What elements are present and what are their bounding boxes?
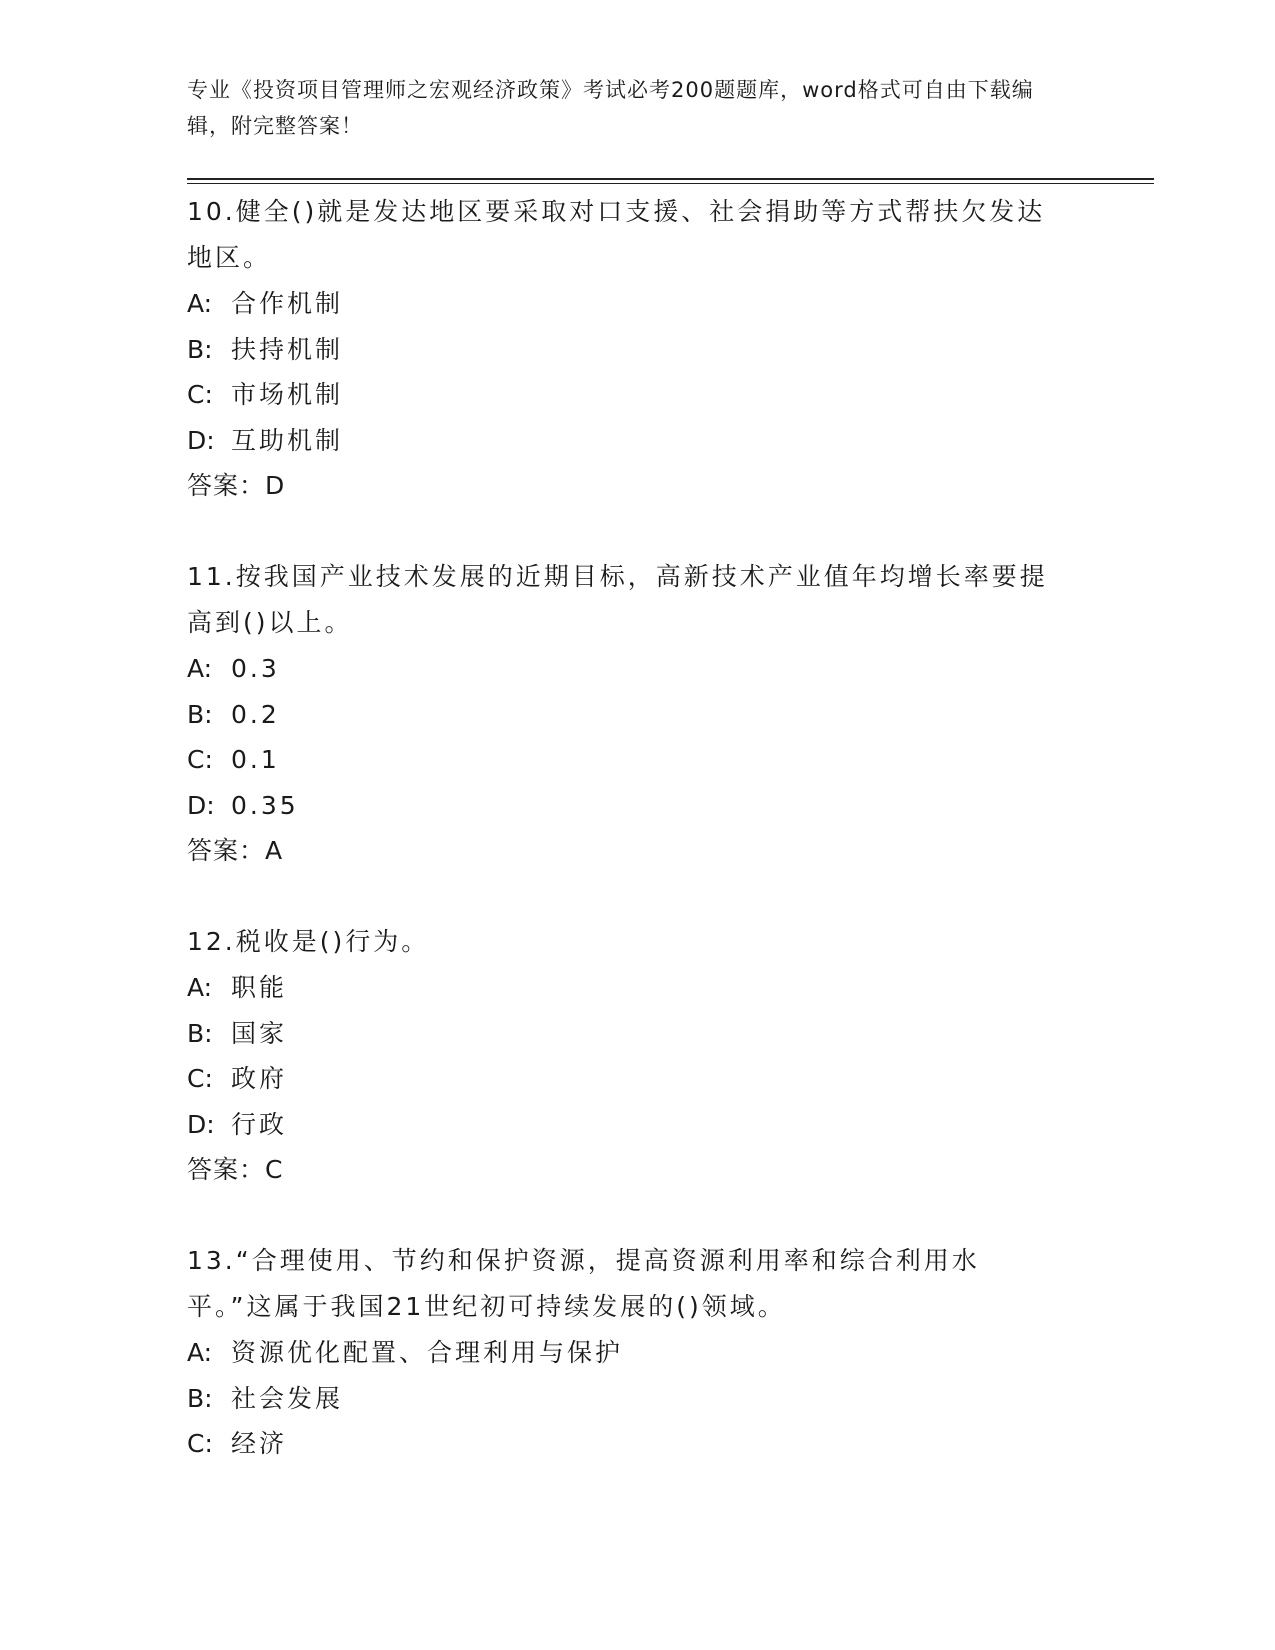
- option-text: 职能: [231, 973, 288, 1002]
- option-letter: B:: [187, 1018, 213, 1048]
- option-b: [187, 1376, 1067, 1422]
- question-list: [187, 189, 1067, 1512]
- question-10: [187, 189, 1067, 509]
- document-header: 专业《投资项目管理师之宏观经济政策》考试必考200题题库，word格式可自由下载编辑，附完整答案！: [187, 78, 1034, 138]
- option-c: [187, 1421, 1067, 1467]
- option-a: [187, 281, 1067, 327]
- option-text: 0.35: [231, 790, 299, 820]
- option-letter: A:: [187, 1338, 213, 1367]
- option-letter: C:: [187, 745, 213, 774]
- option-text: 经济: [231, 1429, 288, 1458]
- option-text: 0.3: [231, 654, 280, 683]
- option-a: [187, 646, 1067, 692]
- option-letter: B:: [187, 699, 213, 729]
- header-divider: [187, 178, 1154, 180]
- option-d: [187, 783, 1067, 829]
- option-letter: B:: [187, 1383, 213, 1413]
- question-12: [187, 919, 1067, 1193]
- option-text: 国家: [231, 1018, 288, 1048]
- header-divider-thin: [187, 183, 1154, 184]
- option-letter: B:: [187, 334, 213, 364]
- option-letter: C:: [187, 1064, 213, 1093]
- option-b: [187, 692, 1067, 738]
- option-c: [187, 1056, 1067, 1102]
- option-letter: C:: [187, 1429, 213, 1458]
- question-13: [187, 1238, 1067, 1467]
- option-text: 社会发展: [231, 1383, 344, 1413]
- answer-line: 答案：A: [187, 836, 284, 865]
- question-stem: 12.税收是()行为。: [187, 927, 430, 956]
- option-text: 扶持机制: [231, 334, 344, 364]
- option-letter: A:: [187, 289, 213, 318]
- option-letter: A:: [187, 654, 213, 683]
- option-a: [187, 965, 1067, 1011]
- option-text: 互助机制: [231, 425, 344, 455]
- option-text: 资源优化配置、合理利用与保护: [231, 1338, 624, 1367]
- option-letter: A:: [187, 973, 213, 1002]
- option-a: [187, 1330, 1067, 1376]
- option-text: 行政: [231, 1109, 288, 1139]
- option-text: 0.2: [231, 699, 280, 729]
- question-stem: 10.健全()就是发达地区要采取对口支援、社会捐助等方式帮扶欠发达地区。: [187, 197, 1046, 272]
- option-c: [187, 737, 1067, 783]
- option-text: 市场机制: [231, 380, 344, 409]
- question-stem: 11.按我国产业技术发展的近期目标，高新技术产业值年均增长率要提高到()以上。: [187, 562, 1048, 637]
- question-stem: 13.“合理使用、节约和保护资源，提高资源利用率和综合利用水平。”这属于我国21世纪初可持续发展的()领域。: [187, 1246, 980, 1321]
- option-d: [187, 1102, 1067, 1148]
- option-d: [187, 418, 1067, 464]
- option-text: 合作机制: [231, 289, 344, 318]
- option-b: [187, 327, 1067, 373]
- option-c: [187, 372, 1067, 418]
- option-letter: C:: [187, 380, 213, 409]
- option-letter: D:: [187, 790, 215, 820]
- answer-line: 答案：C: [187, 1155, 284, 1184]
- answer-line: 答案：D: [187, 471, 286, 500]
- option-text: 政府: [231, 1064, 288, 1093]
- option-letter: D:: [187, 1109, 215, 1139]
- option-b: [187, 1011, 1067, 1057]
- option-text: 0.1: [231, 745, 280, 774]
- option-letter: D:: [187, 425, 215, 455]
- question-11: [187, 554, 1067, 874]
